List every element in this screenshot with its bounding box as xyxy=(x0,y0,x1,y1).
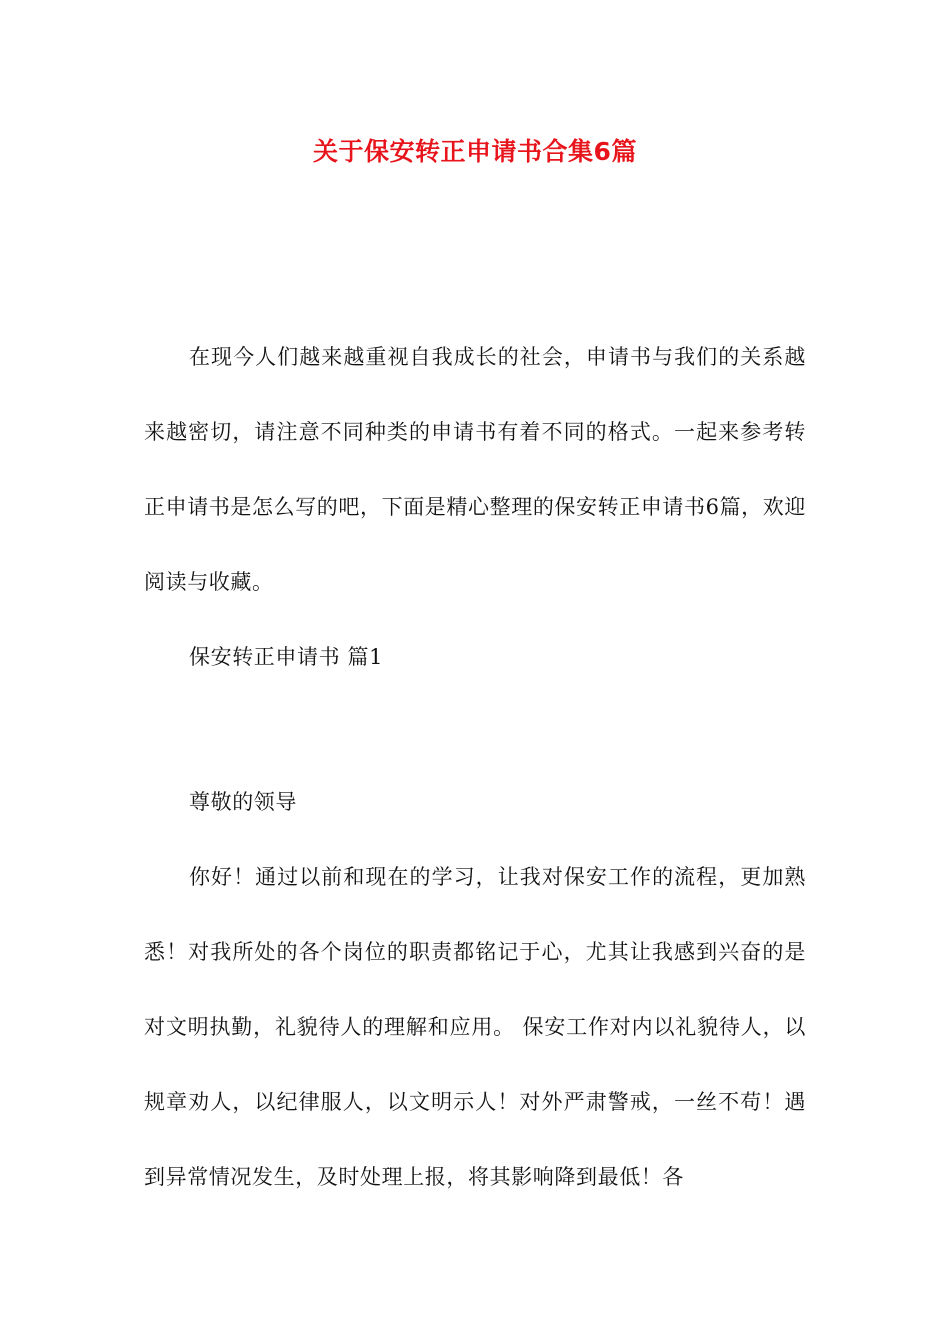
document-title: 关于保安转正申请书合集6篇 xyxy=(313,137,637,166)
salutation: 尊敬的领导 xyxy=(189,790,297,814)
body-paragraph: 你好！通过以前和现在的学习，让我对保安工作的流程，更加熟悉！对我所处的各个岗位的职责都铭记于心，尤其让我感到兴奋的是对文明执勤，礼貌待人的理解和应用。 保安工作对内以礼貌待人，以规章劝人，以纪律服人，以文明示人！对外严肃警戒，一丝不苟！遇到异常情况发生，及时处理上报，将其影响降到最低！各 xyxy=(144,865,806,1189)
document-body xyxy=(144,320,806,1215)
intro-paragraph: 在现今人们越来越重视自我成长的社会，申请书与我们的关系越来越密切，请注意不同种类的申请书有着不同的格式。一起来参考转正申请书是怎么写的吧，下面是精心整理的保安转正申请书6篇，欢迎阅读与收藏。 xyxy=(144,345,806,594)
section-heading-1: 保安转正申请书 篇1 xyxy=(189,645,384,669)
